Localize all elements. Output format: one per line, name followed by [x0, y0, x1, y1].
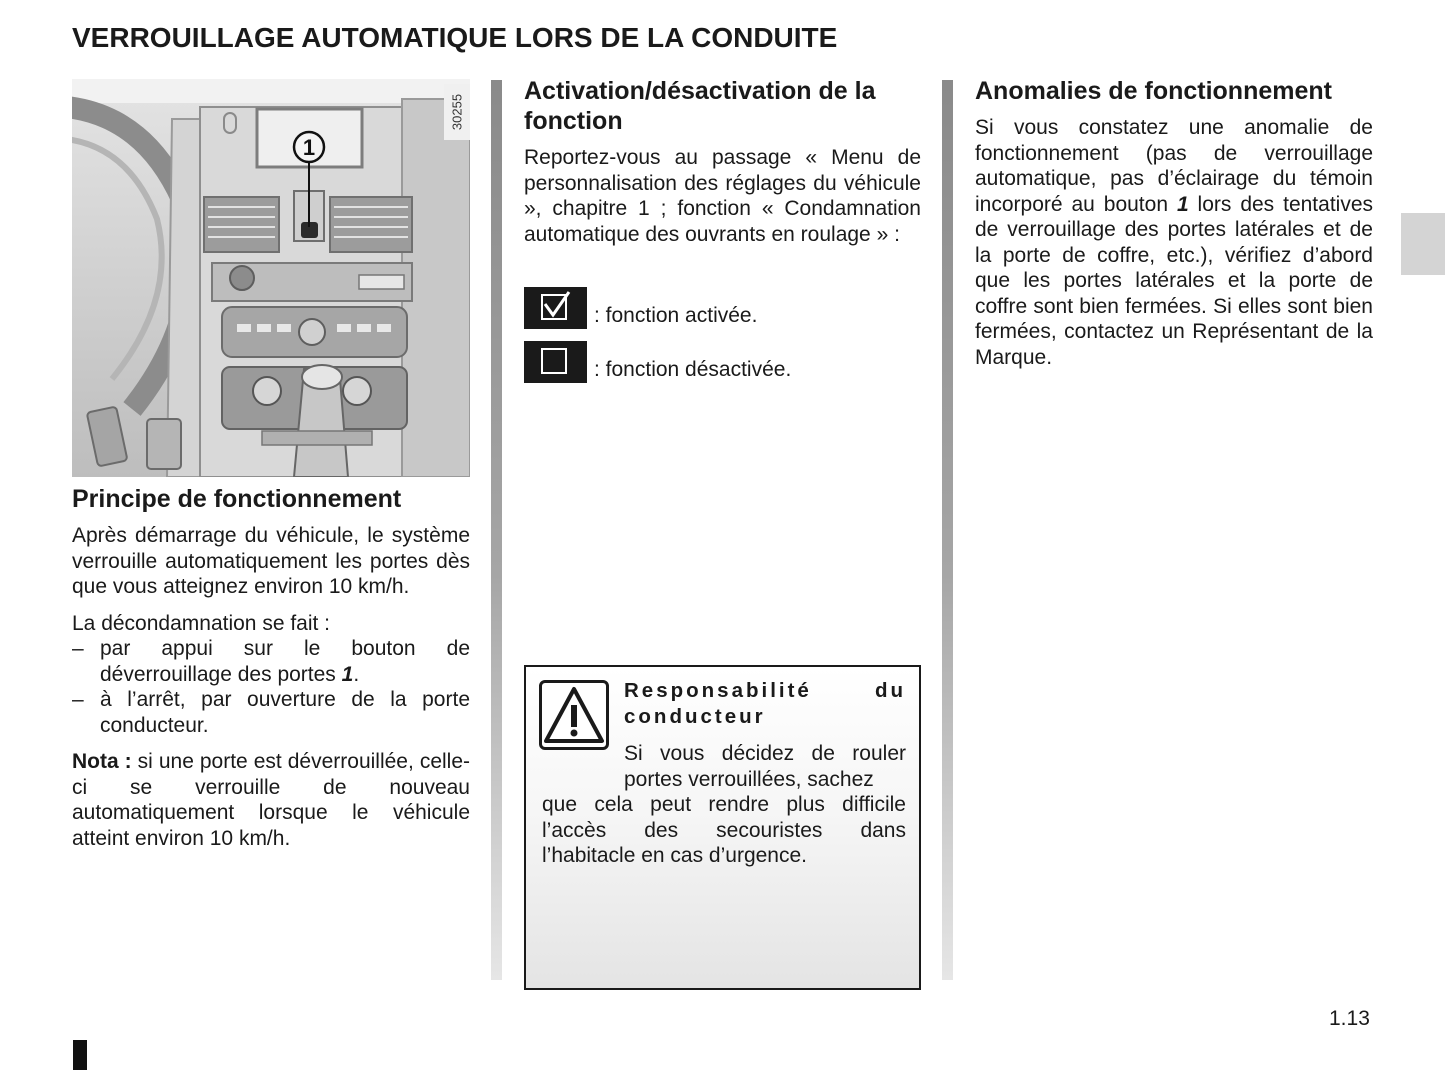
list-item: – par appui sur le bouton de déverrouillage des portes 1.	[72, 637, 470, 686]
page-title: VERROUILLAGE AUTOMATIQUE LORS DE LA CONDUITE	[72, 22, 838, 53]
column-separator-right	[942, 80, 953, 980]
corner-mark	[73, 1040, 87, 1070]
warning-triangle-icon	[539, 680, 609, 750]
middle-heading: Activation/désactivation de la fonction	[524, 77, 876, 135]
dashboard-illustration	[72, 79, 470, 477]
chapter-tab	[1401, 213, 1445, 275]
left-paragraph-2: La décondamnation se fait :	[72, 611, 331, 635]
option-deactivated: : fonction désactivée.	[594, 358, 792, 381]
illustration-code: 30255	[444, 84, 470, 140]
right-heading: Anomalies de fonctionnement	[975, 77, 1332, 105]
middle-paragraph: Reportez-vous au passage « Menu de personnalisation des réglages du véhicule », chapitre 1 ; fonction « Condamnation automatique des ouvrants en roulage » :	[524, 146, 921, 246]
option-activated: : fonction activée.	[594, 304, 758, 327]
right-paragraph: Si vous constatez une anomalie de fonctionnement (pas de verrouillage automatique, pas d’éclairage du témoin incorporé au bouton 1 lors des tentatives de verrouillage des portes latérales et de la porte de coffre, etc.), vérifiez d’abord que les portes latérales et la porte de coffre sont bien fermées. Si elles sont bien fermées, contactez un Représentant de la Marque.	[975, 116, 1373, 369]
dashboard-drawing	[72, 79, 470, 477]
callout-number: 1	[302, 135, 316, 160]
unlock-methods-list	[72, 636, 470, 738]
page-number: 1.13	[1329, 1007, 1370, 1030]
checkbox-empty-icon	[524, 341, 587, 383]
driver-responsibility-box	[524, 665, 921, 990]
nota-paragraph: Nota : si une porte est déverrouillée, celle-ci se verrouille de nouveau automatiquement lorsque le véhicule atteint environ 10 km/h.	[72, 750, 471, 850]
right-column	[975, 76, 1373, 370]
warning-text-indented: Si vous décidez de rouler portes verrouillées, sachez	[624, 742, 906, 791]
left-heading: Principe de fonctionnement	[72, 485, 402, 513]
column-separator-left	[491, 80, 502, 980]
middle-column	[524, 76, 921, 247]
list-item: – à l’arrêt, par ouverture de la porte conducteur.	[72, 688, 470, 737]
warning-text: que cela peut rendre plus difficile l’accès des secouristes dans l’habitacle en cas d’urgence.	[542, 793, 906, 867]
left-column	[72, 484, 470, 851]
nota-label: Nota :	[72, 750, 132, 773]
checkbox-checked-icon	[524, 287, 587, 329]
warning-title: Responsabilité du conducteur	[624, 679, 906, 728]
left-paragraph-1: Après démarrage du véhicule, le système verrouille automatiquement les portes dès que vous atteignez environ 10 km/h.	[72, 524, 470, 598]
